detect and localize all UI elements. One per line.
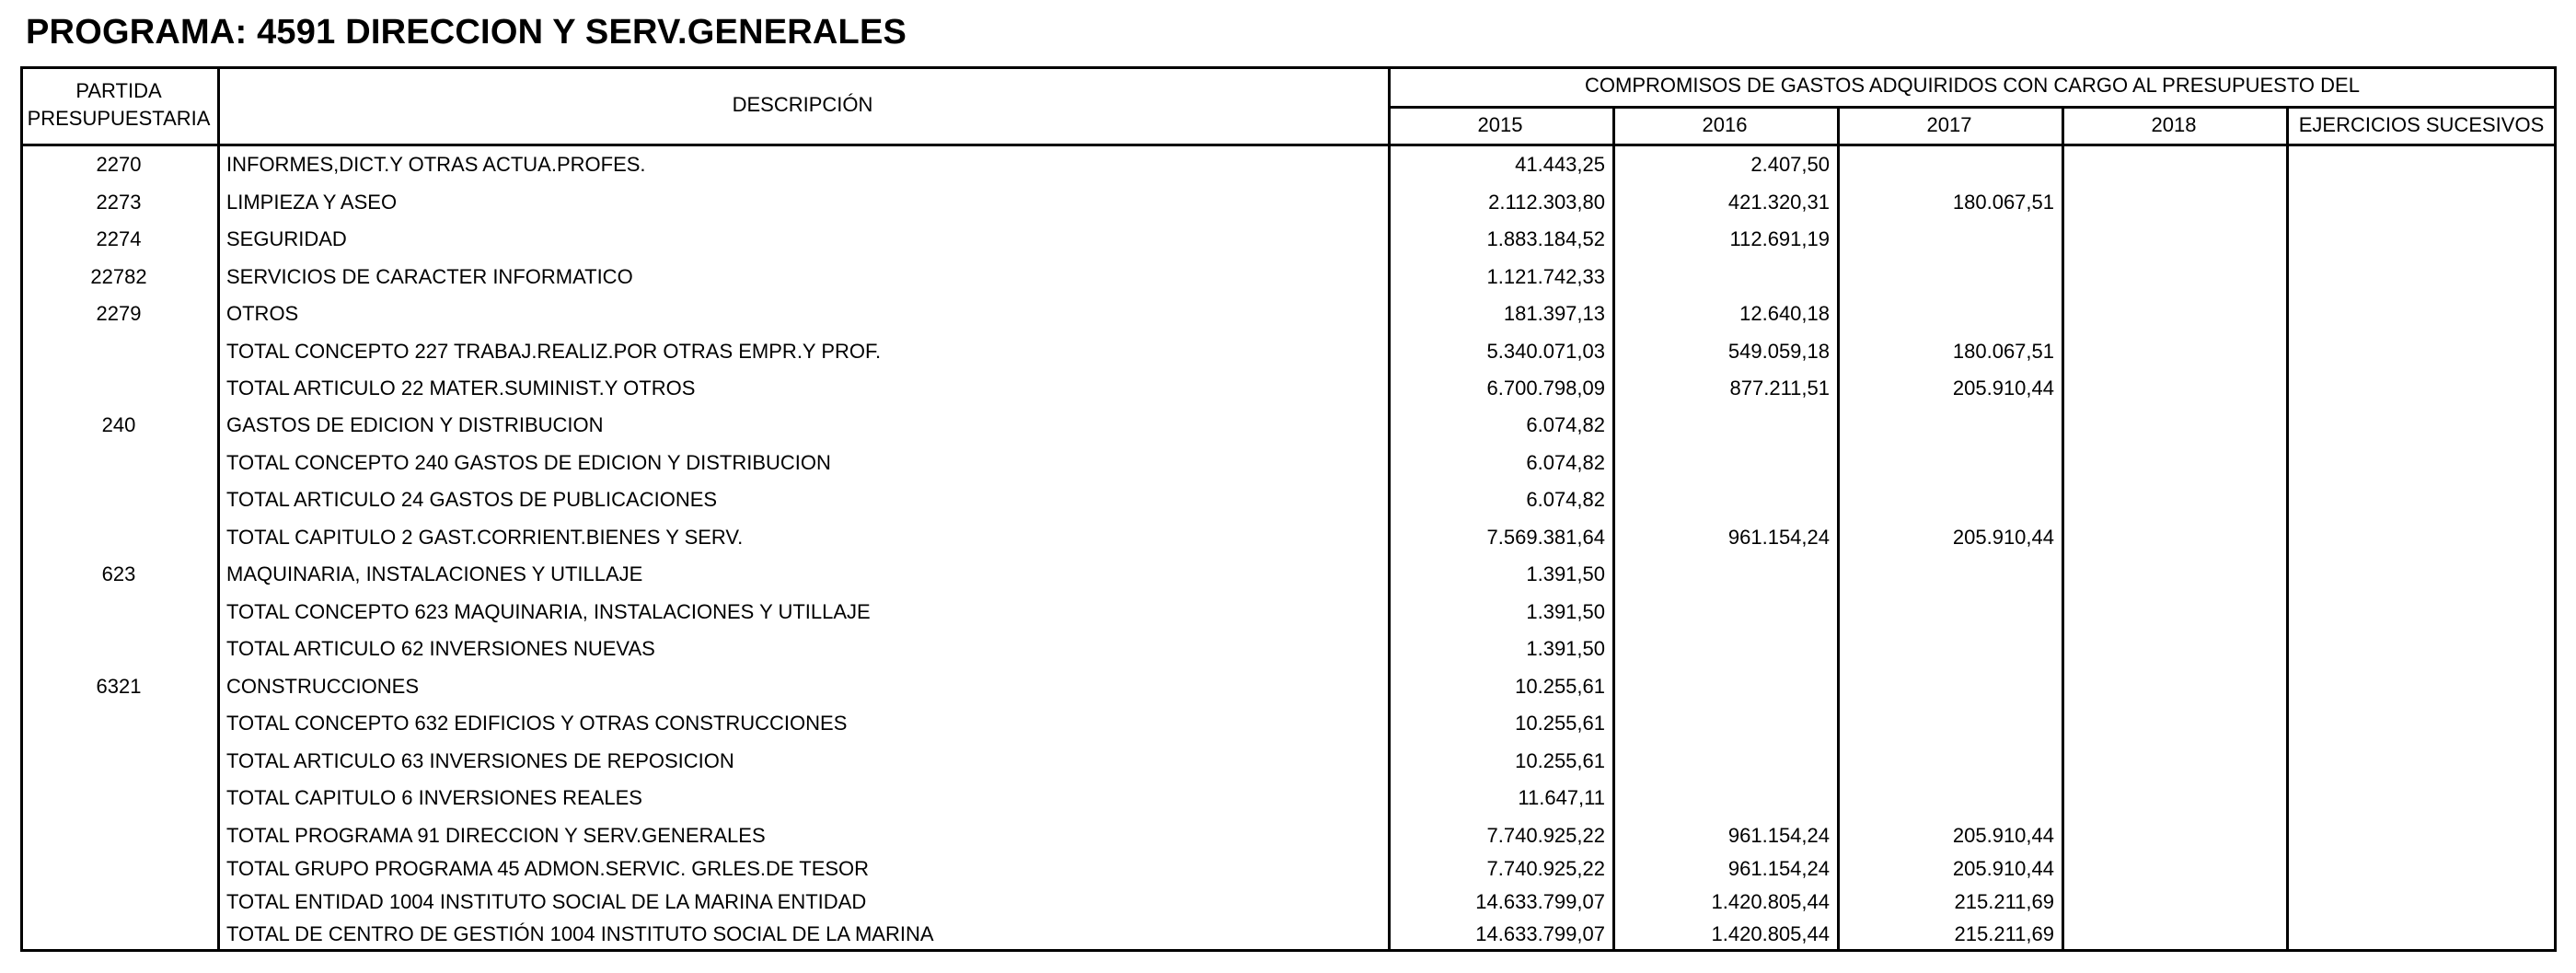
- descripcion-cell: TOTAL CONCEPTO 227 TRABAJ.REALIZ.POR OTRAS EMPR.Y PROF.: [226, 340, 882, 363]
- header-descripcion: DESCRIPCIÓN: [732, 93, 873, 116]
- amount-2016-cell: 2.407,50: [1750, 153, 1830, 176]
- amount-2016-cell: 961.154,24: [1727, 824, 1830, 847]
- descripcion-cell: INFORMES,DICT.Y OTRAS ACTUA.PROFES.: [226, 153, 646, 176]
- descripcion-cell: TOTAL ARTICULO 24 GASTOS DE PUBLICACIONES: [226, 488, 718, 511]
- descripcion-cell: TOTAL ENTIDAD 1004 INSTITUTO SOCIAL DE LA MARINA ENTIDAD: [226, 890, 867, 913]
- descripcion-cell: GASTOS DE EDICION Y DISTRIBUCION: [226, 413, 604, 436]
- amount-2015-cell: 11.647,11: [1518, 786, 1605, 809]
- header-ejercicios-sucesivos: EJERCICIOS SUCESIVOS: [2298, 113, 2545, 136]
- amount-2015-cell: 6.074,82: [1526, 413, 1605, 436]
- amount-2015-cell: 1.391,50: [1526, 637, 1605, 660]
- header-year-2017: 2017: [1926, 113, 1972, 136]
- descripcion-cell: TOTAL CONCEPTO 623 MAQUINARIA, INSTALACIONES Y UTILLAJE: [226, 600, 871, 623]
- amount-2015-cell: 1.391,50: [1526, 600, 1605, 623]
- descripcion-cell: TOTAL DE CENTRO DE GESTIÓN 1004 INSTITUTO SOCIAL DE LA MARINA: [226, 922, 934, 945]
- amount-2017-cell: 180.067,51: [1952, 191, 2054, 214]
- descripcion-cell: OTROS: [226, 302, 299, 325]
- amount-2015-cell: 6.074,82: [1526, 488, 1605, 511]
- amount-2016-cell: 877.211,51: [1729, 376, 1830, 400]
- descripcion-cell: TOTAL ARTICULO 62 INVERSIONES NUEVAS: [226, 637, 655, 660]
- descripcion-cell: TOTAL CAPITULO 6 INVERSIONES REALES: [226, 786, 642, 809]
- col-divider: [1837, 106, 1840, 952]
- descripcion-cell: TOTAL ARTICULO 63 INVERSIONES DE REPOSICION: [226, 749, 734, 772]
- partida-cell: 240: [101, 413, 136, 436]
- partida-cell: 2270: [96, 153, 142, 176]
- header-year-2015: 2015: [1477, 113, 1523, 136]
- header-partida-line2: PRESUPUESTARIA: [27, 107, 211, 130]
- partida-cell: 22782: [90, 265, 147, 288]
- header-year-2018: 2018: [2151, 113, 2197, 136]
- col-divider: [1388, 66, 1391, 952]
- amount-2015-cell: 10.255,61: [1515, 749, 1605, 772]
- descripcion-cell: TOTAL CONCEPTO 240 GASTOS DE EDICION Y DISTRIBUCION: [226, 451, 831, 474]
- descripcion-cell: TOTAL GRUPO PROGRAMA 45 ADMON.SERVIC. GRLES.DE TESOR: [226, 857, 870, 880]
- partida-cell: 2273: [96, 191, 142, 214]
- amount-2016-cell: 12.640,18: [1739, 302, 1830, 325]
- amount-2015-cell: 7.740.925,22: [1486, 824, 1605, 847]
- amount-2015-cell: 14.633.799,07: [1475, 922, 1605, 945]
- amount-2015-cell: 6.074,82: [1526, 451, 1605, 474]
- descripcion-cell: TOTAL CONCEPTO 632 EDIFICIOS Y OTRAS CONSTRUCCIONES: [226, 712, 848, 735]
- amount-2016-cell: 421.320,31: [1727, 191, 1830, 214]
- header-partida: [20, 77, 217, 133]
- amount-2015-cell: 41.443,25: [1515, 153, 1605, 176]
- descripcion-cell: CONSTRUCCIONES: [226, 675, 420, 698]
- descripcion-cell: LIMPIEZA Y ASEO: [226, 191, 398, 214]
- amount-2015-cell: 10.255,61: [1515, 712, 1605, 735]
- amount-2017-cell: 205.910,44: [1952, 824, 2054, 847]
- amount-2017-cell: 205.910,44: [1952, 526, 2054, 549]
- amount-2015-cell: 181.397,13: [1503, 302, 1605, 325]
- amount-2015-cell: 1.121.742,33: [1486, 265, 1605, 288]
- amount-2015-cell: 5.340.071,03: [1486, 340, 1605, 363]
- amount-2016-cell: 1.420.805,44: [1711, 890, 1830, 913]
- partida-cell: 2274: [96, 227, 142, 250]
- header-compromisos: COMPROMISOS DE GASTOS ADQUIRIDOS CON CARGO AL PRESUPUESTO DEL: [1585, 74, 2360, 97]
- amount-2015-cell: 7.569.381,64: [1486, 526, 1605, 549]
- col-divider: [217, 66, 220, 952]
- col-divider: [1612, 106, 1615, 952]
- descripcion-cell: TOTAL CAPITULO 2 GAST.CORRIENT.BIENES Y SERV.: [226, 526, 744, 549]
- amount-2016-cell: 961.154,24: [1727, 857, 1830, 880]
- amount-2016-cell: 961.154,24: [1727, 526, 1830, 549]
- descripcion-cell: TOTAL ARTICULO 22 MATER.SUMINIST.Y OTROS: [226, 376, 696, 400]
- page-title: PROGRAMA: 4591 DIRECCION Y SERV.GENERALES: [26, 13, 907, 52]
- col-divider: [2062, 106, 2064, 952]
- amount-2017-cell: 215.211,69: [1954, 922, 2054, 945]
- budget-table: [20, 66, 2557, 952]
- amount-2017-cell: 205.910,44: [1952, 857, 2054, 880]
- amount-2015-cell: 7.740.925,22: [1486, 857, 1605, 880]
- descripcion-cell: TOTAL PROGRAMA 91 DIRECCION Y SERV.GENERALES: [226, 824, 766, 847]
- partida-cell: 623: [101, 562, 136, 585]
- amount-2015-cell: 14.633.799,07: [1475, 890, 1605, 913]
- header-subrule: [1388, 106, 2557, 109]
- amount-2017-cell: 205.910,44: [1952, 376, 2054, 400]
- col-divider: [2286, 106, 2289, 952]
- amount-2016-cell: 549.059,18: [1727, 340, 1830, 363]
- amount-2017-cell: 180.067,51: [1952, 340, 2054, 363]
- amount-2015-cell: 1.883.184,52: [1486, 227, 1605, 250]
- amount-2015-cell: 2.112.303,80: [1488, 191, 1605, 214]
- descripcion-cell: SEGURIDAD: [226, 227, 347, 250]
- header-bottom-rule: [20, 144, 2557, 146]
- header-partida-line1: PARTIDA: [75, 79, 162, 102]
- header-year-2016: 2016: [1702, 113, 1748, 136]
- partida-cell: 2279: [96, 302, 142, 325]
- amount-2015-cell: 10.255,61: [1515, 675, 1605, 698]
- partida-cell: 6321: [96, 675, 142, 698]
- amount-2015-cell: 1.391,50: [1526, 562, 1605, 585]
- descripcion-cell: SERVICIOS DE CARACTER INFORMATICO: [226, 265, 633, 288]
- amount-2015-cell: 6.700.798,09: [1486, 376, 1605, 400]
- amount-2016-cell: 112.691,19: [1729, 227, 1830, 250]
- amount-2017-cell: 215.211,69: [1954, 890, 2054, 913]
- descripcion-cell: MAQUINARIA, INSTALACIONES Y UTILLAJE: [226, 562, 643, 585]
- amount-2016-cell: 1.420.805,44: [1711, 922, 1830, 945]
